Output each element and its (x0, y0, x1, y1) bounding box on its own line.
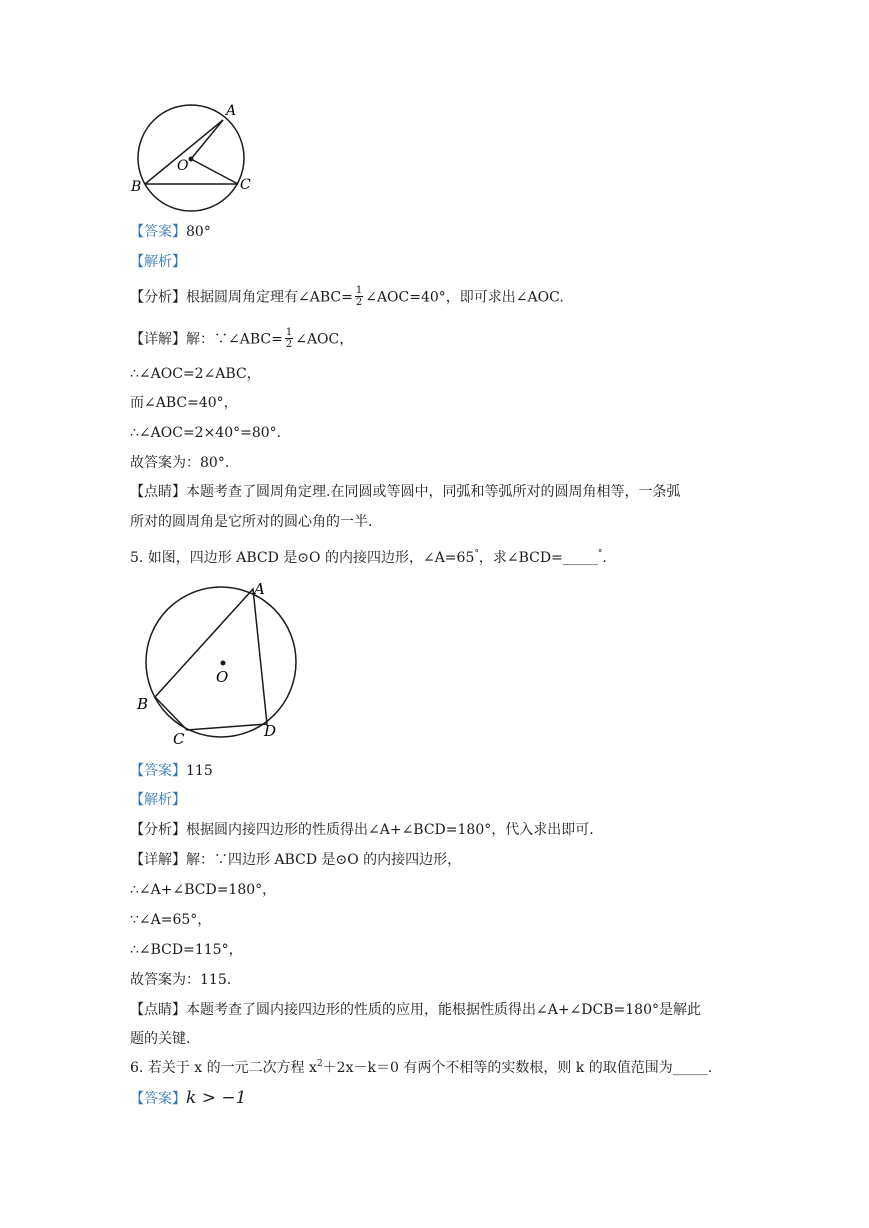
answer-tag: 【答案】 (130, 1091, 186, 1107)
q5-question-pre: 5. 如图，四边形 ABCD 是⊙O 的内接四边形，∠A=65 (130, 550, 475, 566)
frac-num: 1 (355, 285, 363, 296)
dianjing-tag: 【点睛】 (130, 1002, 186, 1018)
q4-step-4: 故答案为：80°. (130, 455, 230, 471)
q5-dianjing-line-2: 题的关键. (130, 1031, 191, 1047)
radius-oc (191, 159, 238, 184)
fenxi-text: 根据圆内接四边形的性质得出∠A+∠BCD=180°，代入求出即可. (186, 822, 594, 838)
label-b-2: B (137, 695, 149, 713)
q5-answer-line (130, 761, 213, 781)
q5-step-3: ∴∠BCD=115°， (130, 942, 243, 958)
fraction-half-2 (285, 327, 293, 350)
frac-num: 1 (285, 327, 293, 338)
q4-answer-line (130, 222, 211, 242)
q4-step-1: ∴∠AOC=2∠ABC， (130, 366, 261, 382)
dianjing-text-1: 本题考查了圆内接四边形的性质的应用，能根据性质得出∠A+∠DCB=180°是解此 (186, 1002, 701, 1018)
fraction-half (355, 285, 363, 308)
q5-fenxi-line (130, 820, 594, 840)
q4-fenxi-line (130, 286, 564, 309)
q5-step-2: ∵∠A=65°， (130, 912, 212, 928)
q5-dianjing-line-1 (130, 1000, 701, 1020)
q6-answer-line (130, 1088, 246, 1109)
q5-step-1: ∴∠A+∠BCD=180°， (130, 882, 277, 898)
q5-question (130, 548, 607, 570)
q5-question-deg-2: ° (597, 549, 603, 559)
dianjing-tag: 【点睛】 (130, 484, 186, 500)
fenxi-tag: 【分析】 (130, 289, 186, 306)
label-c-2: C (173, 730, 185, 748)
q4-analysis-tag: 【解析】 (130, 254, 186, 270)
xiangjie-text-post: ∠AOC， (295, 331, 354, 348)
q4-dianjing-line-1 (130, 482, 680, 502)
radius-oa (191, 120, 223, 159)
answer-tag: 【答案】 (130, 763, 186, 779)
answer-value: k > −1 (186, 1088, 247, 1108)
dianjing-text-1: 本题考查了圆周角定理.在同圆或等圆中，同弧和等弧所对的圆周角相等，一条弧 (186, 484, 681, 500)
q4-dianjing-line-2: 所对的圆周角是它所对的圆心角的一半. (130, 514, 373, 530)
q5-question-deg: ° (474, 549, 479, 559)
q5-question-end: . (602, 550, 607, 566)
center-dot-2 (221, 661, 226, 666)
xiangjie-tag: 【详解】 (130, 852, 186, 868)
q4-step-2: 而∠ABC=40°， (130, 395, 238, 411)
frac-den: 2 (355, 297, 363, 308)
frac-den: 2 (285, 339, 293, 350)
answer-value: 80° (186, 224, 211, 240)
xiangjie-text-pre: 解：∵∠ABC= (186, 331, 283, 348)
label-b: B (131, 179, 142, 195)
xiangjie-tag: 【详解】 (130, 331, 186, 348)
fenxi-tag: 【分析】 (130, 822, 186, 838)
q6-question (130, 1058, 712, 1080)
q5-step-4: 故答案为：115. (130, 972, 232, 988)
q5-analysis-tag: 【解析】 (130, 792, 186, 808)
q6-question-pre: 6. 若关于 x 的一元二次方程 x (130, 1060, 317, 1076)
fenxi-text-pre: 根据圆周角定理有∠ABC= (186, 289, 353, 306)
label-c: C (240, 177, 251, 193)
label-o: O (177, 158, 189, 174)
answer-value: 115 (186, 763, 213, 779)
label-o-2: O (216, 668, 229, 686)
label-a-2: A (254, 580, 265, 598)
q4-step-3: ∴∠AOC=2×40°=80°. (130, 425, 282, 441)
label-a: A (226, 103, 237, 119)
quadrilateral-abcd (155, 589, 267, 730)
chord-ba (145, 120, 223, 184)
fenxi-text-post: ∠AOC=40°，即可求出∠AOC. (365, 289, 564, 306)
xiangjie-text: 解：∵四边形 ABCD 是⊙O 的内接四边形， (186, 852, 462, 868)
q6-question-post: ＋2x－k＝0 有两个不相等的实数根，则 k 的取值范围为_____. (322, 1060, 713, 1076)
figure-cyclic-quadrilateral (130, 578, 300, 750)
q5-xiangjie-line (130, 850, 461, 870)
q6-question-sup: 2 (316, 1059, 323, 1069)
q5-question-mid: ，求∠BCD=_____ (478, 550, 598, 566)
label-d-2: D (264, 722, 277, 740)
center-dot (189, 157, 194, 162)
q4-xiangjie-line (130, 328, 353, 351)
figure-circle-abc (128, 96, 268, 221)
answer-tag: 【答案】 (130, 224, 186, 240)
